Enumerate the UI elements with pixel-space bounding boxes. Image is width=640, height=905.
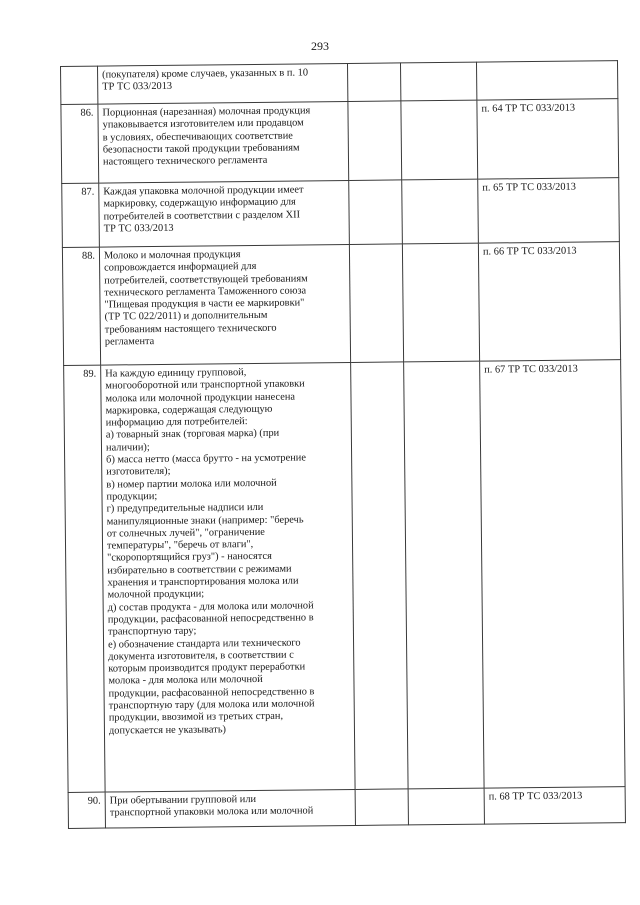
empty-cell <box>408 788 484 825</box>
regulation-reference: п. 67 ТР ТС 033/2013 <box>480 360 625 788</box>
regulation-reference: п. 65 ТР ТС 033/2013 <box>478 178 620 243</box>
requirement-text: При обертывании групповой или транспортной упаковки молока или молочной <box>105 789 355 828</box>
row-number: 89. <box>64 365 105 792</box>
requirement-text: Порционная (нарезанная) молочная продукция упаковывается изготовителем или продавцом в условиях, обеспечивающих соответствие безопасности такой продукции требованиям настоящего технического регламента <box>98 101 349 183</box>
requirement-text: На каждую единицу групповой, многооборотной или транспортной упаковки молока или молочной продукции нанесена маркировка, содержащая следующую информацию для потребителей: а) товарный знак (торговая марка) (при наличии); б) масса нетто (масса брутто - на усмотрение изготовителя); в) номер партии молока или молочной продукции; г) предупредительные надписи или манипуляционные знаки (например: "беречь от солнечных лучей", "ограничение температуры", "беречь от влаги", "скоропортящийся груз") - наносятся избирательно в соответствии с режимами хранения и транспортирования молока или молочной продукции; д) состав продукта - для молока или молочной продукции, расфасованной непосредственно в транспортную тару; е) обозначение стандарта или технического документа изготовителя, в соответствии с которым производится продукт переработки молока - для молока или молочной продукции, расфасованной непосредственно в транспортную тару (для молока или молочной продукции, ввозимой из третьих стран, допускается не указывать) <box>101 362 355 792</box>
empty-cell <box>349 244 403 363</box>
document-sheet <box>60 60 625 838</box>
table-row <box>61 99 619 184</box>
empty-cell <box>351 362 408 790</box>
row-number <box>61 66 98 104</box>
empty-cell <box>347 63 400 102</box>
table-row <box>61 61 618 105</box>
table-row <box>62 242 620 366</box>
table-row <box>64 360 625 793</box>
row-number: 86. <box>61 104 99 183</box>
empty-cell <box>400 62 476 101</box>
empty-cell <box>348 101 402 181</box>
requirement-text: (покупателя) кроме случаев, указанных в п. 10 ТР ТС 033/2013 <box>98 63 348 104</box>
regulation-reference: п. 66 ТР ТС 033/2013 <box>478 242 620 361</box>
table-row <box>62 178 620 248</box>
row-number: 88. <box>62 247 100 365</box>
regulation-reference: п. 64 ТР ТС 033/2013 <box>477 99 619 179</box>
table-row <box>68 787 625 829</box>
empty-cell <box>402 243 479 362</box>
requirements-table <box>60 60 626 829</box>
empty-cell <box>401 100 478 180</box>
row-number: 90. <box>68 792 105 828</box>
requirement-text: Молоко и молочная продукция сопровождается информацией для потребителей, соответствующей требованиям технического регламента Таможенного союза "Пищевая продукция в части ее маркировки" (ТР ТС 022/2011) и дополнительным требованиям настоящего технического регламента <box>99 244 350 365</box>
page-number: 293 <box>311 39 329 53</box>
regulation-reference <box>476 61 617 100</box>
row-number: 87. <box>62 183 100 247</box>
empty-cell <box>402 179 479 244</box>
empty-cell <box>349 180 403 245</box>
empty-cell <box>404 361 484 789</box>
empty-cell <box>355 789 408 826</box>
requirement-text: Каждая упаковка молочной продукции имеет маркировку, содержащую информацию для потребителей в соответствии с разделом XII ТР ТС 033/2013 <box>99 180 350 247</box>
regulation-reference: п. 68 ТР ТС 033/2013 <box>484 787 625 824</box>
